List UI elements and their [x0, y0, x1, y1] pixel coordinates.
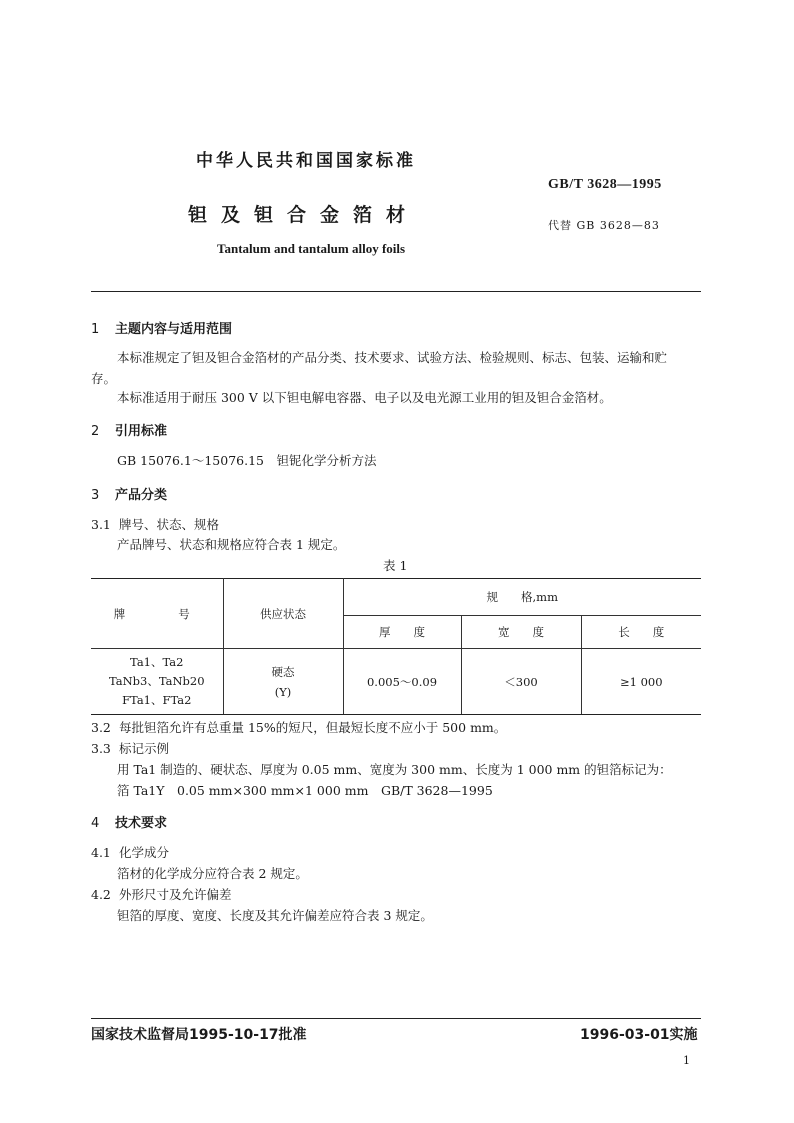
subsection-text: 每批钽箔允许有总重量 15%的短尺，但最短长度不应小于 500 mm。 [119, 720, 507, 735]
subsection-4-1-heading [91, 843, 169, 861]
footer-divider [91, 1018, 701, 1019]
grade-line: FTa1、FTa2 [122, 693, 192, 707]
section-number: 1 [91, 322, 100, 337]
header-supply-state: 供应状态 [223, 579, 343, 649]
subsection-number: 3.2 [91, 720, 111, 735]
header-grade: 牌 号 [91, 579, 223, 649]
subsection-3-3-heading [91, 739, 169, 757]
section-1-heading [91, 318, 232, 337]
marking-example-line2: 箔 Ta1Y 0.05 mm×300 mm×1 000 mm GB/T 3628—1995 [117, 783, 493, 798]
page-number: 1 [683, 1054, 690, 1067]
paragraph-scope-line2: 存。 [91, 371, 117, 386]
replaces-note: 代替 GB 3628—83 [548, 219, 660, 232]
section-3-heading [91, 484, 167, 503]
subsection-number: 3.3 [91, 741, 111, 756]
section-title: 技术要求 [115, 816, 168, 831]
table-1-caption: 表 1 [383, 558, 408, 573]
subsection-number: 4.1 [91, 845, 111, 860]
standard-title: 钽及钽合金箔材 [188, 204, 420, 226]
subsection-3-1-heading [91, 515, 219, 533]
section-title: 引用标准 [115, 424, 168, 439]
referenced-standard: GB 15076.1～15076.15 钽铌化学分析方法 [117, 453, 377, 468]
section-number: 4 [91, 816, 100, 831]
marking-example-line1: 用 Ta1 制造的、硬状态、厚度为 0.05 mm、宽度为 300 mm、长度为 1 000 mm 的钽箔标记为： [117, 762, 672, 777]
header-spec: 规 格,mm [343, 579, 701, 616]
paragraph-application: 本标准适用于耐压 300 V 以下钽电解电容器、电子以及电光源工业用的钽及钽合金箔材。 [117, 390, 612, 405]
cell-thickness: 0.005～0.09 [343, 649, 461, 715]
section-number: 2 [91, 424, 100, 439]
state-code: (Y) [274, 684, 292, 699]
paragraph-scope-line1: 本标准规定了钽及钽合金箔材的产品分类、技术要求、试验方法、检验规则、标志、包装、运输和贮 [117, 350, 668, 365]
section-number: 3 [91, 488, 100, 503]
state-name: 硬态 [271, 664, 295, 679]
subsection-4-2-text: 钽箔的厚度、宽度、长度及其允许偏差应符合表 3 规定。 [117, 908, 433, 923]
table-row [91, 649, 701, 715]
header-divider [91, 291, 701, 292]
subsection-number: 3.1 [91, 517, 111, 532]
section-title: 产品分类 [115, 488, 168, 503]
subsection-4-2-heading [91, 885, 232, 903]
subsection-title: 化学成分 [119, 845, 170, 860]
subsection-3-1-text: 产品牌号、状态和规格应符合表 1 规定。 [117, 537, 346, 552]
subsection-title: 外形尺寸及允许偏差 [119, 887, 232, 902]
subsection-title: 牌号、状态、规格 [119, 517, 220, 532]
table-1 [91, 578, 701, 715]
section-title: 主题内容与适用范围 [115, 322, 233, 337]
section-2-heading [91, 420, 167, 439]
section-4-heading [91, 812, 167, 831]
header-length: 长 度 [581, 616, 701, 649]
standard-code: GB/T 3628—1995 [548, 177, 662, 192]
cell-supply-state [223, 649, 343, 715]
approval-date: 国家技术监督局1995-10-17批准 [91, 1027, 307, 1043]
cell-length: ≥1 000 [581, 649, 701, 715]
header-thickness: 厚 度 [343, 616, 461, 649]
grade-line: Ta1、Ta2 [130, 655, 184, 669]
cell-grades [91, 649, 223, 715]
grade-line: TaNb3、TaNb20 [108, 674, 205, 688]
organization-title: 中华人民共和国国家标准 [196, 151, 416, 171]
header-width: 宽 度 [461, 616, 581, 649]
cell-width: ＜300 [461, 649, 581, 715]
subsection-number: 4.2 [91, 887, 111, 902]
subsection-3-2 [91, 718, 506, 736]
subsection-4-1-text: 箔材的化学成分应符合表 2 规定。 [117, 866, 308, 881]
english-title: Tantalum and tantalum alloy foils [217, 241, 406, 256]
subsection-title: 标记示例 [119, 741, 170, 756]
implementation-date: 1996-03-01实施 [580, 1027, 698, 1043]
